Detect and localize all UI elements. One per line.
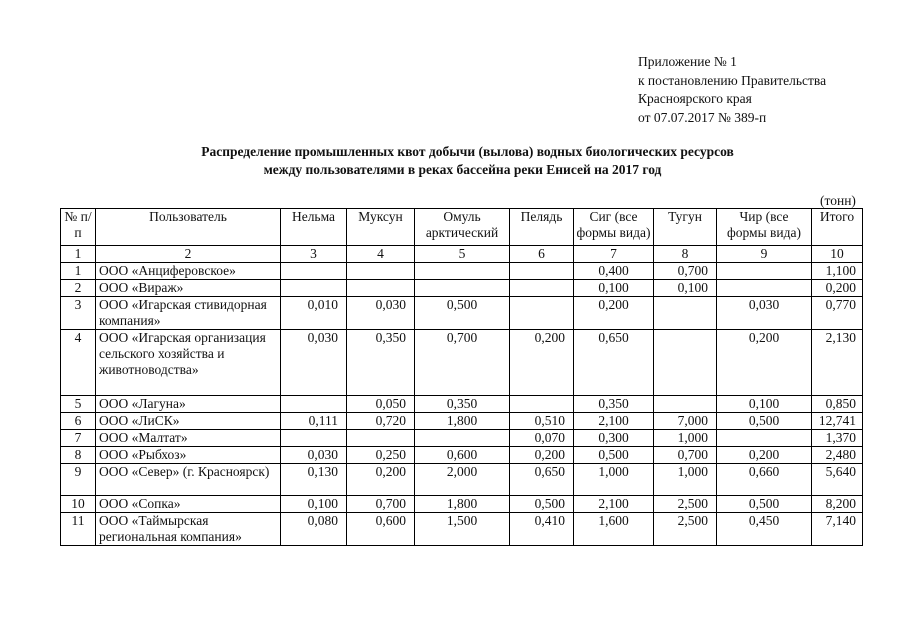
column-number: 1 — [61, 246, 96, 263]
document-title — [0, 143, 905, 179]
pelyad-cell — [510, 280, 574, 297]
muksun-cell: 0,200 — [347, 464, 415, 496]
column-header: Омуль арктический — [415, 209, 510, 246]
tugun-cell: 2,500 — [654, 496, 717, 513]
muksun-cell — [347, 280, 415, 297]
appendix-line: Приложение № 1 — [638, 54, 737, 69]
sig-cell: 0,400 — [574, 263, 654, 280]
quota-table — [60, 208, 863, 546]
column-number: 8 — [654, 246, 717, 263]
table-row — [61, 263, 863, 280]
total-cell: 2,480 — [812, 447, 863, 464]
tugun-cell: 0,100 — [654, 280, 717, 297]
omul-cell: 1,800 — [415, 413, 510, 430]
column-header: № п/п — [61, 209, 96, 246]
chir-cell: 0,450 — [717, 513, 812, 546]
tugun-cell — [654, 297, 717, 330]
column-header: Пользователь — [96, 209, 281, 246]
column-header: Чир (все формы вида) — [717, 209, 812, 246]
pelyad-cell: 0,070 — [510, 430, 574, 447]
user-cell: ООО «Лагуна» — [96, 396, 281, 413]
table-row — [61, 396, 863, 413]
total-cell: 5,640 — [812, 464, 863, 496]
row-number: 1 — [61, 263, 96, 280]
table-body — [61, 246, 863, 546]
row-number: 2 — [61, 280, 96, 297]
chir-cell — [717, 263, 812, 280]
row-number: 4 — [61, 330, 96, 396]
muksun-cell — [347, 430, 415, 447]
chir-cell: 0,200 — [717, 330, 812, 396]
sig-cell: 2,100 — [574, 413, 654, 430]
tugun-cell: 0,700 — [654, 263, 717, 280]
column-number: 2 — [96, 246, 281, 263]
omul-cell: 0,350 — [415, 396, 510, 413]
table-row — [61, 496, 863, 513]
omul-cell: 0,500 — [415, 297, 510, 330]
unit-label: (тонн) — [820, 193, 856, 208]
total-cell: 2,130 — [812, 330, 863, 396]
total-cell: 1,370 — [812, 430, 863, 447]
header-row — [61, 209, 863, 246]
table-row — [61, 297, 863, 330]
nelma-cell — [281, 280, 347, 297]
user-cell: ООО «Игарская стивидорная компания» — [96, 297, 281, 330]
user-cell: ООО «Сопка» — [96, 496, 281, 513]
omul-cell: 2,000 — [415, 464, 510, 496]
nelma-cell — [281, 430, 347, 447]
tugun-cell: 7,000 — [654, 413, 717, 430]
sig-cell: 0,500 — [574, 447, 654, 464]
user-cell: ООО «Игарская организация сельского хозяйства и животноводства» — [96, 330, 281, 396]
user-cell: ООО «Малтат» — [96, 430, 281, 447]
sig-cell: 2,100 — [574, 496, 654, 513]
omul-cell — [415, 263, 510, 280]
column-header: Итого — [812, 209, 863, 246]
table-row — [61, 330, 863, 396]
row-number: 8 — [61, 447, 96, 464]
pelyad-cell: 0,200 — [510, 330, 574, 396]
table-row — [61, 464, 863, 496]
sig-cell: 1,600 — [574, 513, 654, 546]
pelyad-cell — [510, 297, 574, 330]
chir-cell — [717, 280, 812, 297]
column-header: Муксун — [347, 209, 415, 246]
nelma-cell: 0,100 — [281, 496, 347, 513]
table-row — [61, 447, 863, 464]
nelma-cell — [281, 263, 347, 280]
user-cell: ООО «Таймырская региональная компания» — [96, 513, 281, 546]
sig-cell: 0,350 — [574, 396, 654, 413]
chir-cell: 0,030 — [717, 297, 812, 330]
pelyad-cell: 0,510 — [510, 413, 574, 430]
pelyad-cell: 0,410 — [510, 513, 574, 546]
column-number: 7 — [574, 246, 654, 263]
column-number: 3 — [281, 246, 347, 263]
pelyad-cell: 0,200 — [510, 447, 574, 464]
appendix-line: Красноярского края — [638, 91, 752, 106]
row-number: 3 — [61, 297, 96, 330]
table-row — [61, 413, 863, 430]
column-header: Сиг (все формы вида) — [574, 209, 654, 246]
chir-cell: 0,500 — [717, 496, 812, 513]
muksun-cell: 0,720 — [347, 413, 415, 430]
muksun-cell: 0,250 — [347, 447, 415, 464]
appendix-line: от 07.07.2017 № 389-п — [638, 109, 767, 125]
sig-cell: 0,650 — [574, 330, 654, 396]
column-number: 10 — [812, 246, 863, 263]
pelyad-cell — [510, 396, 574, 413]
column-number: 6 — [510, 246, 574, 263]
muksun-cell: 0,030 — [347, 297, 415, 330]
sig-cell: 0,300 — [574, 430, 654, 447]
nelma-cell: 0,111 — [281, 413, 347, 430]
nelma-cell: 0,010 — [281, 297, 347, 330]
nelma-cell: 0,030 — [281, 447, 347, 464]
sig-cell: 1,000 — [574, 464, 654, 496]
user-cell: ООО «Север» (г. Красноярск) — [96, 464, 281, 496]
muksun-cell: 0,700 — [347, 496, 415, 513]
row-number: 10 — [61, 496, 96, 513]
sig-cell: 0,200 — [574, 297, 654, 330]
pelyad-cell: 0,650 — [510, 464, 574, 496]
appendix-line: к постановлению Правительства — [638, 72, 827, 88]
omul-cell: 1,800 — [415, 496, 510, 513]
user-cell: ООО «ЛиСК» — [96, 413, 281, 430]
column-header: Нельма — [281, 209, 347, 246]
column-number: 4 — [347, 246, 415, 263]
muksun-cell: 0,600 — [347, 513, 415, 546]
total-cell: 12,741 — [812, 413, 863, 430]
total-cell: 0,770 — [812, 297, 863, 330]
table-row — [61, 513, 863, 546]
tugun-cell: 1,000 — [654, 430, 717, 447]
nelma-cell: 0,030 — [281, 330, 347, 396]
muksun-cell: 0,050 — [347, 396, 415, 413]
total-cell: 0,200 — [812, 280, 863, 297]
chir-cell: 0,200 — [717, 447, 812, 464]
title-line: Распределение промышленных квот добычи (вылова) водных биологических ресурсов — [201, 144, 734, 159]
column-number: 9 — [717, 246, 812, 263]
total-cell: 7,140 — [812, 513, 863, 546]
user-cell: ООО «Анциферовское» — [96, 263, 281, 280]
nelma-cell: 0,130 — [281, 464, 347, 496]
table-row — [61, 430, 863, 447]
nelma-cell — [281, 396, 347, 413]
chir-cell: 0,660 — [717, 464, 812, 496]
muksun-cell: 0,350 — [347, 330, 415, 396]
tugun-cell — [654, 330, 717, 396]
total-cell: 0,850 — [812, 396, 863, 413]
user-cell: ООО «Вираж» — [96, 280, 281, 297]
sig-cell: 0,100 — [574, 280, 654, 297]
omul-cell: 0,600 — [415, 447, 510, 464]
omul-cell — [415, 430, 510, 447]
title-line: между пользователями в реках бассейна реки Енисей на 2017 год — [263, 162, 662, 177]
total-cell: 8,200 — [812, 496, 863, 513]
column-number: 5 — [415, 246, 510, 263]
omul-cell: 1,500 — [415, 513, 510, 546]
user-cell: ООО «Рыбхоз» — [96, 447, 281, 464]
muksun-cell — [347, 263, 415, 280]
row-number: 9 — [61, 464, 96, 496]
tugun-cell: 0,700 — [654, 447, 717, 464]
omul-cell — [415, 280, 510, 297]
tugun-cell — [654, 396, 717, 413]
nelma-cell: 0,080 — [281, 513, 347, 546]
chir-cell: 0,100 — [717, 396, 812, 413]
omul-cell: 0,700 — [415, 330, 510, 396]
column-number-row — [61, 246, 863, 263]
column-header: Тугун — [654, 209, 717, 246]
column-header: Пелядь — [510, 209, 574, 246]
table-row — [61, 280, 863, 297]
appendix-block — [638, 53, 826, 127]
tugun-cell: 2,500 — [654, 513, 717, 546]
row-number: 11 — [61, 513, 96, 546]
row-number: 5 — [61, 396, 96, 413]
chir-cell — [717, 430, 812, 447]
tugun-cell: 1,000 — [654, 464, 717, 496]
row-number: 7 — [61, 430, 96, 447]
total-cell: 1,100 — [812, 263, 863, 280]
pelyad-cell — [510, 263, 574, 280]
chir-cell: 0,500 — [717, 413, 812, 430]
pelyad-cell: 0,500 — [510, 496, 574, 513]
row-number: 6 — [61, 413, 96, 430]
